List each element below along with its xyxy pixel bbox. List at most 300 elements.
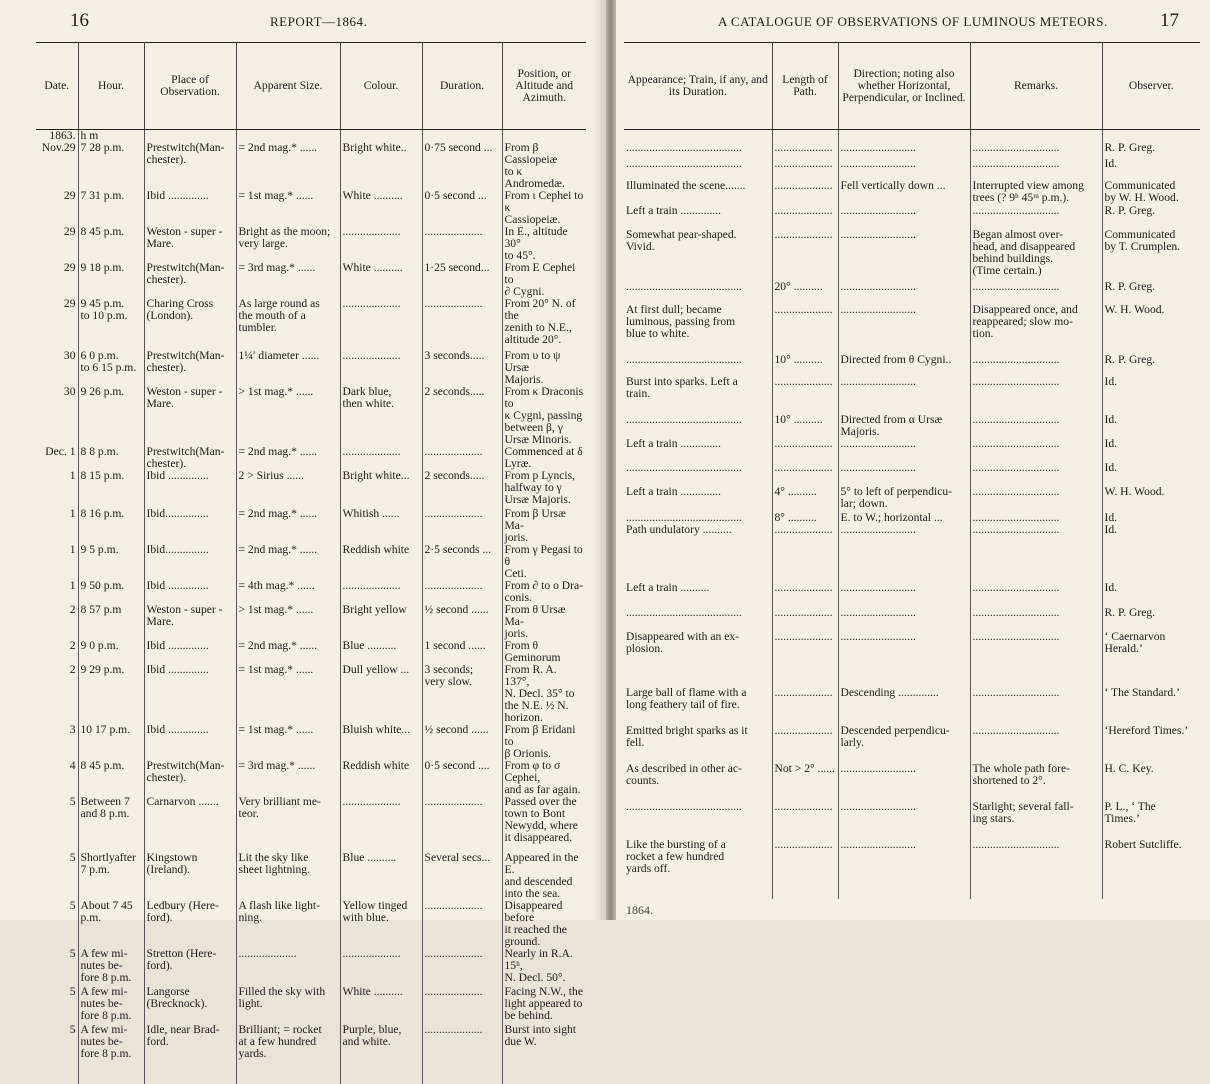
table-cell: Large ball of flame with a long feathery tail of fire. xyxy=(624,687,772,725)
right-table-body xyxy=(624,130,1200,899)
table-row xyxy=(624,524,1200,582)
table-cell: .................... xyxy=(340,350,422,386)
table-cell: ........................................ xyxy=(624,512,772,524)
table-cell: Id. xyxy=(1102,524,1200,582)
table-cell: .................... xyxy=(422,446,502,470)
table-cell: .................... xyxy=(340,226,422,262)
table-cell: .................... xyxy=(772,205,838,229)
table-cell: From κ Draconis to κ Cygni, passing between β, γ Ursæ Minoris. xyxy=(502,386,586,446)
table-cell: .......................... xyxy=(838,631,970,687)
table-cell: 29 xyxy=(36,190,78,226)
table-cell: ........................................ xyxy=(624,801,772,839)
table-cell: 3 seconds; very slow. xyxy=(422,664,502,724)
table-cell: ½ second ...... xyxy=(422,724,502,760)
table-cell: .............................. xyxy=(970,839,1102,899)
page-number: 16 xyxy=(70,10,89,32)
column-header: Length of Path. xyxy=(772,43,838,130)
table-cell: Between 7 and 8 p.m. xyxy=(78,796,144,852)
table-row xyxy=(36,796,586,852)
right-page xyxy=(616,0,1210,920)
table-row xyxy=(624,205,1200,229)
table-cell: 5 xyxy=(36,796,78,852)
column-header: Place of Observation. xyxy=(144,43,236,130)
table-cell: 8 57 p.m xyxy=(78,604,144,640)
header-row xyxy=(36,43,586,130)
table-cell: h m 7 28 p.m. xyxy=(78,130,144,191)
table-cell: .................... xyxy=(422,226,502,262)
table-cell: From R. A. 137°, N. Decl. 35° to the N.E. ½ N. horizon. xyxy=(502,664,586,724)
table-cell: .............................. xyxy=(970,414,1102,438)
table-cell: Disappeared with an ex- plosion. xyxy=(624,631,772,687)
table-cell: .................... xyxy=(340,948,422,986)
table-cell: .............................. xyxy=(970,607,1102,631)
table-cell: .......................... xyxy=(838,205,970,229)
table-cell: ½ second ...... xyxy=(422,604,502,640)
table-row xyxy=(624,229,1200,281)
table-row xyxy=(36,640,586,664)
table-cell: Communicated by W. H. Wood. xyxy=(1102,180,1200,205)
table-cell: Like the bursting of a rocket a few hundred yards off. xyxy=(624,839,772,899)
table-cell: .................... xyxy=(422,948,502,986)
table-row xyxy=(624,462,1200,486)
table-cell: ........................................ xyxy=(624,462,772,486)
table-row xyxy=(36,470,586,508)
table-cell: .......................... xyxy=(838,438,970,462)
table-cell: .......................... xyxy=(838,130,970,158)
table-cell: .................... xyxy=(772,438,838,462)
table-cell: 1 xyxy=(36,580,78,604)
table-cell: ........................................ xyxy=(624,354,772,376)
table-cell: 8 16 p.m. xyxy=(78,508,144,544)
table-row xyxy=(624,725,1200,763)
table-cell: 1 xyxy=(36,470,78,508)
table-cell: 1¼′ diameter ...... xyxy=(236,350,340,386)
table-cell: E. to W.; horizontal ... xyxy=(838,512,970,524)
table-cell: .................... xyxy=(236,948,340,986)
table-row xyxy=(36,446,586,470)
table-row xyxy=(624,763,1200,801)
table-cell: 9 5 p.m. xyxy=(78,544,144,580)
table-cell: ........................................ xyxy=(624,130,772,158)
table-cell: Dark blue, then white. xyxy=(340,386,422,446)
table-cell: From ι Cephei to κ Cassiopeiæ. xyxy=(502,190,586,226)
table-cell: R. P. Greg. xyxy=(1102,130,1200,158)
table-cell: .............................. xyxy=(970,631,1102,687)
table-cell: Weston - super - Mare. xyxy=(144,604,236,640)
table-cell: Langorse (Brecknock). xyxy=(144,986,236,1024)
table-cell: .............................. xyxy=(970,354,1102,376)
running-head: A CATALOGUE OF OBSERVATIONS OF LUMINOUS METEORS. xyxy=(718,14,1108,30)
table-row xyxy=(624,376,1200,414)
table-cell: In E., altitude 30° to 45°. xyxy=(502,226,586,262)
table-cell: 8° .......... xyxy=(772,512,838,524)
table-cell: Passed over the town to Bont Newydd, where it disappeared. xyxy=(502,796,586,852)
column-header: Apparent Size. xyxy=(236,43,340,130)
table-cell: = 2nd mag.* ...... xyxy=(236,130,340,191)
table-cell: .................... xyxy=(422,580,502,604)
table-cell: Appeared in the E. and descended into the sea. xyxy=(502,852,586,900)
table-row xyxy=(624,438,1200,462)
table-cell: 29 xyxy=(36,226,78,262)
table-cell: Path undulatory .......... xyxy=(624,524,772,582)
table-cell: W. H. Wood. xyxy=(1102,486,1200,512)
table-cell: ‘ Caernarvon Herald.’ xyxy=(1102,631,1200,687)
table-cell: Purple, blue, and white. xyxy=(340,1024,422,1084)
table-cell: .......................... xyxy=(838,582,970,607)
table-cell: = 2nd mag.* ...... xyxy=(236,544,340,580)
column-header: Observer. xyxy=(1102,43,1200,130)
table-cell: = 3rd mag.* ...... xyxy=(236,760,340,796)
table-cell: Ledbury (Here- ford). xyxy=(144,900,236,948)
table-cell: .............................. xyxy=(970,512,1102,524)
table-cell: Starlight; several fall- ing stars. xyxy=(970,801,1102,839)
table-row xyxy=(36,948,586,986)
table-cell: Reddish white xyxy=(340,760,422,796)
table-cell: From 20° N. of the zenith to N.E., altitude 20°. xyxy=(502,298,586,350)
table-cell: Left a train .............. xyxy=(624,486,772,512)
table-row xyxy=(624,631,1200,687)
table-cell: R. P. Greg. xyxy=(1102,354,1200,376)
table-cell: .................... xyxy=(422,900,502,948)
table-cell: .............................. xyxy=(970,130,1102,158)
table-row xyxy=(36,664,586,724)
table-cell: Descended perpendicu- larly. xyxy=(838,725,970,763)
column-header: Date. xyxy=(36,43,78,130)
table-cell: 2 > Sirius ...... xyxy=(236,470,340,508)
table-cell: .............................. xyxy=(970,205,1102,229)
table-cell: Weston - super - Mare. xyxy=(144,386,236,446)
table-cell: = 2nd mag.* ...... xyxy=(236,446,340,470)
table-cell: = 2nd mag.* ...... xyxy=(236,640,340,664)
table-cell: White .......... xyxy=(340,190,422,226)
table-cell: .......................... xyxy=(838,462,970,486)
table-cell: .................... xyxy=(772,801,838,839)
table-cell: From p Lyncis, halfway to γ Ursæ Majoris. xyxy=(502,470,586,508)
table-cell: .............................. xyxy=(970,281,1102,304)
table-cell: 5 xyxy=(36,852,78,900)
table-cell: About 7 45 p.m. xyxy=(78,900,144,948)
table-cell: Left a train .......... xyxy=(624,582,772,607)
column-header: Duration. xyxy=(422,43,502,130)
table-cell: 8 8 p.m. xyxy=(78,446,144,470)
table-cell: Id. xyxy=(1102,512,1200,524)
table-row xyxy=(624,281,1200,304)
table-row xyxy=(36,986,586,1024)
table-row xyxy=(36,262,586,298)
left-table-body xyxy=(36,130,586,1084)
table-cell: A few mi- nutes be- fore 8 p.m. xyxy=(78,948,144,986)
right-table xyxy=(624,42,1200,899)
table-cell: 9 50 p.m. xyxy=(78,580,144,604)
table-cell: ‘ The Standard.’ xyxy=(1102,687,1200,725)
table-row xyxy=(36,580,586,604)
table-cell: .................... xyxy=(772,839,838,899)
table-cell: .......................... xyxy=(838,158,970,180)
table-cell: Id. xyxy=(1102,462,1200,486)
table-cell: From θ Ursæ Ma- joris. xyxy=(502,604,586,640)
column-header: Colour. xyxy=(340,43,422,130)
table-cell: 6 0 p.m. to 6 15 p.m. xyxy=(78,350,144,386)
table-cell: Left a train .............. xyxy=(624,205,772,229)
table-row xyxy=(36,760,586,796)
table-cell: 8 15 p.m. xyxy=(78,470,144,508)
table-cell: Not > 2° ...... xyxy=(772,763,838,801)
table-row xyxy=(624,414,1200,438)
table-cell: Prestwitch(Man- chester). xyxy=(144,446,236,470)
table-cell: Disappeared once, and reappeared; slow mo- tion. xyxy=(970,304,1102,354)
table-cell: From φ to σ Cephei, and as far again. xyxy=(502,760,586,796)
table-row xyxy=(624,607,1200,631)
table-row xyxy=(624,486,1200,512)
table-cell: .................... xyxy=(340,580,422,604)
table-cell: .............................. xyxy=(970,582,1102,607)
table-cell: .................... xyxy=(422,986,502,1024)
table-cell: Dec. 1 xyxy=(36,446,78,470)
table-row xyxy=(36,724,586,760)
table-cell: Ibid .............. xyxy=(144,640,236,664)
table-cell: .................... xyxy=(422,796,502,852)
table-row xyxy=(624,354,1200,376)
table-cell: .................... xyxy=(772,582,838,607)
table-row xyxy=(624,801,1200,839)
table-cell: Ibid .............. xyxy=(144,724,236,760)
table-cell: A flash like light- ning. xyxy=(236,900,340,948)
table-cell: .............................. xyxy=(970,687,1102,725)
table-cell: 30 xyxy=(36,350,78,386)
table-cell: 10° .......... xyxy=(772,354,838,376)
table-cell: .............................. xyxy=(970,524,1102,582)
table-cell: Bluish white... xyxy=(340,724,422,760)
table-cell: .................... xyxy=(340,796,422,852)
table-cell: .................... xyxy=(422,298,502,350)
table-cell: = 3rd mag.* ...... xyxy=(236,262,340,298)
table-cell: .......................... xyxy=(838,524,970,582)
table-cell: > 1st mag.* ...... xyxy=(236,604,340,640)
table-cell: Somewhat pear-shaped. Vivid. xyxy=(624,229,772,281)
column-header: Remarks. xyxy=(970,43,1102,130)
table-cell: 8 45 p.m. xyxy=(78,226,144,262)
table-cell: The whole path fore- shortened to 2°. xyxy=(970,763,1102,801)
column-header: Hour. xyxy=(78,43,144,130)
table-cell: 1 xyxy=(36,544,78,580)
table-cell: 5 xyxy=(36,986,78,1024)
table-row xyxy=(624,180,1200,205)
table-row xyxy=(36,226,586,262)
table-cell: 2 xyxy=(36,640,78,664)
table-cell: ‘Hereford Times.’ xyxy=(1102,725,1200,763)
table-cell: Ibid .............. xyxy=(144,190,236,226)
table-cell: Ibid............... xyxy=(144,508,236,544)
table-cell: Brilliant; = rocket at a few hundred yards. xyxy=(236,1024,340,1084)
table-cell: Blue .......... xyxy=(340,852,422,900)
table-row xyxy=(36,130,586,191)
table-cell: ........................................ xyxy=(624,607,772,631)
table-cell: Began almost over- head, and disappeared behind buildings. (Time certain.) xyxy=(970,229,1102,281)
table-cell: Filled the sky with light. xyxy=(236,986,340,1024)
table-cell: Id. xyxy=(1102,414,1200,438)
table-cell: Disappeared before it reached the ground. xyxy=(502,900,586,948)
table-cell: .................... xyxy=(422,508,502,544)
column-header: Position, or Altitude and Azimuth. xyxy=(502,43,586,130)
table-cell: Prestwitch(Man- chester). xyxy=(144,130,236,191)
table-cell: Ibid .............. xyxy=(144,664,236,724)
table-cell: .......................... xyxy=(838,801,970,839)
table-cell: 1 second ...... xyxy=(422,640,502,664)
table-row xyxy=(36,350,586,386)
table-cell: 30 xyxy=(36,386,78,446)
table-cell: Id. xyxy=(1102,158,1200,180)
table-cell: As large round as the mouth of a tumbler. xyxy=(236,298,340,350)
table-cell: .................... xyxy=(772,631,838,687)
table-cell: .................... xyxy=(772,130,838,158)
table-cell: 9 26 p.m. xyxy=(78,386,144,446)
table-cell: As described in other ac- counts. xyxy=(624,763,772,801)
table-cell: Left a train .............. xyxy=(624,438,772,462)
table-cell: From ∂ to ο Dra- conis. xyxy=(502,580,586,604)
table-cell: .......................... xyxy=(838,839,970,899)
table-cell: Id. xyxy=(1102,438,1200,462)
table-cell: Directed from α Ursæ Majoris. xyxy=(838,414,970,438)
table-cell: 0·5 second .... xyxy=(422,760,502,796)
table-cell: 29 xyxy=(36,262,78,298)
table-cell: .............................. xyxy=(970,462,1102,486)
table-cell: 29 xyxy=(36,298,78,350)
running-head: REPORT—1864. xyxy=(270,14,367,30)
table-cell: 5 xyxy=(36,948,78,986)
table-cell: White .......... xyxy=(340,262,422,298)
table-cell: .......................... xyxy=(838,763,970,801)
table-cell: 4° .......... xyxy=(772,486,838,512)
table-cell: P. L., ‘ The Times.’ xyxy=(1102,801,1200,839)
table-cell: Interrupted view among trees (? 9ʰ 45ᵐ p.m.). xyxy=(970,180,1102,205)
table-cell: 2 xyxy=(36,664,78,724)
table-cell: .......................... xyxy=(838,229,970,281)
table-cell: From υ to ψ Ursæ Majoris. xyxy=(502,350,586,386)
table-cell: Prestwitch(Man- chester). xyxy=(144,760,236,796)
table-row xyxy=(624,687,1200,725)
table-cell: .................... xyxy=(772,304,838,354)
table-cell: = 4th mag.* ...... xyxy=(236,580,340,604)
page-number: 17 xyxy=(1160,10,1179,32)
table-cell: 10° .......... xyxy=(772,414,838,438)
table-cell: Directed from θ Cygni.. xyxy=(838,354,970,376)
table-cell: Bright white... xyxy=(340,470,422,508)
table-cell: Idle, near Brad- ford. xyxy=(144,1024,236,1084)
table-cell: .............................. xyxy=(970,486,1102,512)
table-cell: = 1st mag.* ...... xyxy=(236,190,340,226)
table-cell: 2·5 seconds ... xyxy=(422,544,502,580)
table-cell: 5° to left of perpendicu- lar; down. xyxy=(838,486,970,512)
left-page xyxy=(0,0,606,920)
table-cell: R. P. Greg. xyxy=(1102,281,1200,304)
table-cell: .......................... xyxy=(838,376,970,414)
column-header: Direction; noting also whether Horizontal, Perpendicular, or Inclined. xyxy=(838,43,970,130)
table-cell: From β Eridani to β Orionis. xyxy=(502,724,586,760)
table-cell: 9 29 p.m. xyxy=(78,664,144,724)
table-row xyxy=(36,508,586,544)
table-cell: Dull yellow ... xyxy=(340,664,422,724)
table-cell: > 1st mag.* ...... xyxy=(236,386,340,446)
table-cell: .......................... xyxy=(838,607,970,631)
table-cell: From θ Geminorum xyxy=(502,640,586,664)
table-cell: Yellow tinged with blue. xyxy=(340,900,422,948)
table-cell: 7 31 p.m. xyxy=(78,190,144,226)
table-cell: 9 45 p.m. to 10 p.m. xyxy=(78,298,144,350)
table-cell: .......................... xyxy=(838,281,970,304)
table-cell: = 2nd mag.* ...... xyxy=(236,508,340,544)
column-header: Appearance; Train, if any, and its Duration. xyxy=(624,43,772,130)
table-cell: Several secs... xyxy=(422,852,502,900)
table-cell: .............................. xyxy=(970,376,1102,414)
table-cell: A few mi- nutes be- fore 8 p.m. xyxy=(78,1024,144,1084)
table-cell: .................... xyxy=(772,462,838,486)
table-cell: Ibid .............. xyxy=(144,580,236,604)
table-cell: Charing Cross (London). xyxy=(144,298,236,350)
table-cell: Weston - super - Mare. xyxy=(144,226,236,262)
table-cell: Emitted bright sparks as it fell. xyxy=(624,725,772,763)
table-cell: 4 xyxy=(36,760,78,796)
table-cell: 2 seconds..... xyxy=(422,470,502,508)
table-cell: .............................. xyxy=(970,438,1102,462)
table-cell: 1 xyxy=(36,508,78,544)
next-page-footer: 1864. xyxy=(626,903,653,918)
table-cell: 3 xyxy=(36,724,78,760)
table-cell: Facing N.W., the light appeared to be behind. xyxy=(502,986,586,1024)
table-cell: Prestwitch(Man- chester). xyxy=(144,350,236,386)
table-cell: Stretton (Here- ford). xyxy=(144,948,236,986)
table-cell: 5 xyxy=(36,1024,78,1084)
table-cell: Shortlyafter 7 p.m. xyxy=(78,852,144,900)
table-cell: Reddish white xyxy=(340,544,422,580)
table-cell: .................... xyxy=(772,376,838,414)
table-cell: .................... xyxy=(772,229,838,281)
table-cell: Whitish ...... xyxy=(340,508,422,544)
table-row xyxy=(624,158,1200,180)
table-cell: Fell vertically down ... xyxy=(838,180,970,205)
table-cell: From γ Pegasi to θ Ceti. xyxy=(502,544,586,580)
page-shadow xyxy=(592,0,606,920)
table-cell: 0·5 second ... xyxy=(422,190,502,226)
table-cell: .................... xyxy=(772,725,838,763)
table-cell: Very brilliant me- teor. xyxy=(236,796,340,852)
table-cell: ........................................ xyxy=(624,158,772,180)
table-cell: .................... xyxy=(772,158,838,180)
table-cell: Communicated by T. Crumplen. xyxy=(1102,229,1200,281)
table-cell: 2 seconds..... xyxy=(422,386,502,446)
header-row xyxy=(624,43,1200,130)
table-row xyxy=(624,582,1200,607)
table-row xyxy=(36,1024,586,1084)
table-cell: 10 17 p.m. xyxy=(78,724,144,760)
table-cell: 20° .......... xyxy=(772,281,838,304)
table-cell: Id. xyxy=(1102,582,1200,607)
table-cell: Commenced at δ Lyræ. xyxy=(502,446,586,470)
table-row xyxy=(36,900,586,948)
table-cell: R. P. Greg. xyxy=(1102,205,1200,229)
table-cell: Ibid............... xyxy=(144,544,236,580)
table-row xyxy=(624,839,1200,899)
table-row xyxy=(36,298,586,350)
table-cell: 1·25 second... xyxy=(422,262,502,298)
table-cell: .................... xyxy=(340,298,422,350)
left-table xyxy=(36,42,586,1084)
table-cell: = 1st mag.* ...... xyxy=(236,664,340,724)
table-cell: Robert Sutcliffe. xyxy=(1102,839,1200,899)
table-cell: Illuminated the scene....... xyxy=(624,180,772,205)
table-row xyxy=(36,386,586,446)
table-cell: Burst into sparks. Left a train. xyxy=(624,376,772,414)
table-cell: .......................... xyxy=(838,304,970,354)
